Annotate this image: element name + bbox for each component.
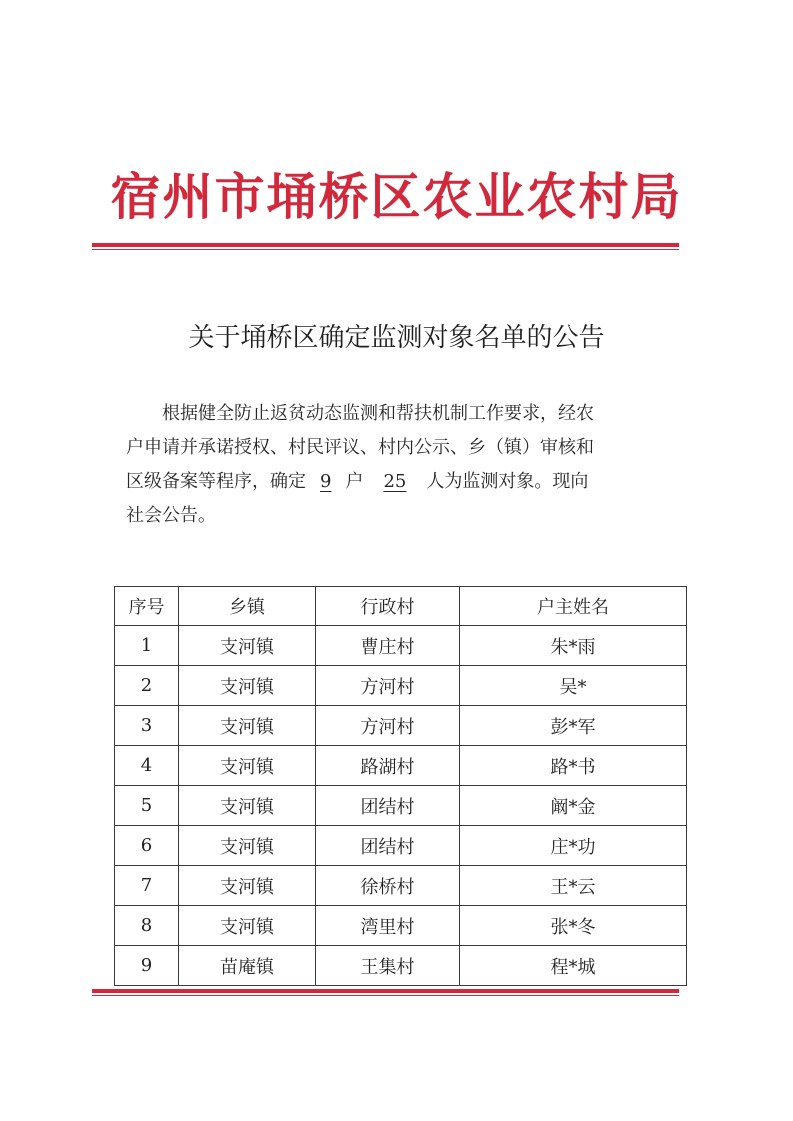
table-row xyxy=(115,946,687,986)
cell-village: 湾里村 xyxy=(316,906,460,946)
body-line-2: 户申请并承诺授权、村民评议、村内公示、乡（镇）审核和 xyxy=(126,437,594,458)
header-householder: 户主姓名 xyxy=(460,587,687,626)
table-row xyxy=(115,826,687,866)
cell-village: 方河村 xyxy=(316,706,460,746)
cell-village: 路湖村 xyxy=(316,746,460,786)
cell-householder: 王*云 xyxy=(460,866,687,906)
household-unit: 户 xyxy=(345,471,364,492)
table-row xyxy=(115,626,687,666)
footer-rule-thin xyxy=(92,995,679,996)
cell-village: 曹庄村 xyxy=(316,626,460,666)
cell-town: 支河镇 xyxy=(179,906,316,946)
letterhead-rule-thick xyxy=(92,243,679,247)
cell-householder: 吴* xyxy=(460,666,687,706)
header-town: 乡镇 xyxy=(179,587,316,626)
cell-householder: 路*书 xyxy=(460,746,687,786)
cell-householder: 庄*功 xyxy=(460,826,687,866)
cell-town: 支河镇 xyxy=(179,666,316,706)
cell-householder: 彭*军 xyxy=(460,706,687,746)
cell-town: 支河镇 xyxy=(179,826,316,866)
cell-town: 苗庵镇 xyxy=(179,946,316,986)
cell-town: 支河镇 xyxy=(179,706,316,746)
notice-title: 关于埇桥区确定监测对象名单的公告 xyxy=(188,323,605,353)
cell-town: 支河镇 xyxy=(179,746,316,786)
header-village: 行政村 xyxy=(316,587,460,626)
cell-no: 6 xyxy=(115,826,179,866)
cell-householder: 程*城 xyxy=(460,946,687,986)
body-line-4: 社会公告。 xyxy=(126,505,216,526)
body-line-1: 根据健全防止返贫动态监测和帮扶机制工作要求，经农 xyxy=(162,403,594,424)
cell-town: 支河镇 xyxy=(179,786,316,826)
letterhead-title: 宿州市埇桥区农业农村局 xyxy=(110,167,683,226)
table-row xyxy=(115,866,687,906)
cell-village: 团结村 xyxy=(316,786,460,826)
table-header-row xyxy=(115,587,687,626)
cell-village: 团结村 xyxy=(316,826,460,866)
body-line-3-prefix: 区级备案等程序，确定 xyxy=(126,471,306,492)
cell-village: 徐桥村 xyxy=(316,866,460,906)
cell-no: 7 xyxy=(115,866,179,906)
cell-householder: 张*冬 xyxy=(460,906,687,946)
letterhead-rule-thin xyxy=(92,249,679,250)
cell-no: 3 xyxy=(115,706,179,746)
table-row xyxy=(115,786,687,826)
table-row xyxy=(115,666,687,706)
cell-no: 8 xyxy=(115,906,179,946)
body-line-3-suffix: 人为监测对象。现向 xyxy=(426,471,589,492)
table-row xyxy=(115,706,687,746)
cell-no: 9 xyxy=(115,946,179,986)
cell-no: 1 xyxy=(115,626,179,666)
notice-body xyxy=(126,397,674,533)
table-row xyxy=(115,906,687,946)
table-row xyxy=(115,746,687,786)
cell-no: 2 xyxy=(115,666,179,706)
cell-village: 王集村 xyxy=(316,946,460,986)
footer-rule-thick xyxy=(92,989,679,993)
body-line-3 xyxy=(126,471,588,492)
cell-no: 4 xyxy=(115,746,179,786)
cell-village: 方河村 xyxy=(316,666,460,706)
cell-town: 支河镇 xyxy=(179,866,316,906)
people-count: 25 xyxy=(383,471,407,492)
household-count: 9 xyxy=(320,471,332,492)
header-no: 序号 xyxy=(115,587,179,626)
cell-town: 支河镇 xyxy=(179,626,316,666)
cell-no: 5 xyxy=(115,786,179,826)
cell-householder: 朱*雨 xyxy=(460,626,687,666)
cell-householder: 阚*金 xyxy=(460,786,687,826)
monitoring-roster-table xyxy=(114,586,687,986)
